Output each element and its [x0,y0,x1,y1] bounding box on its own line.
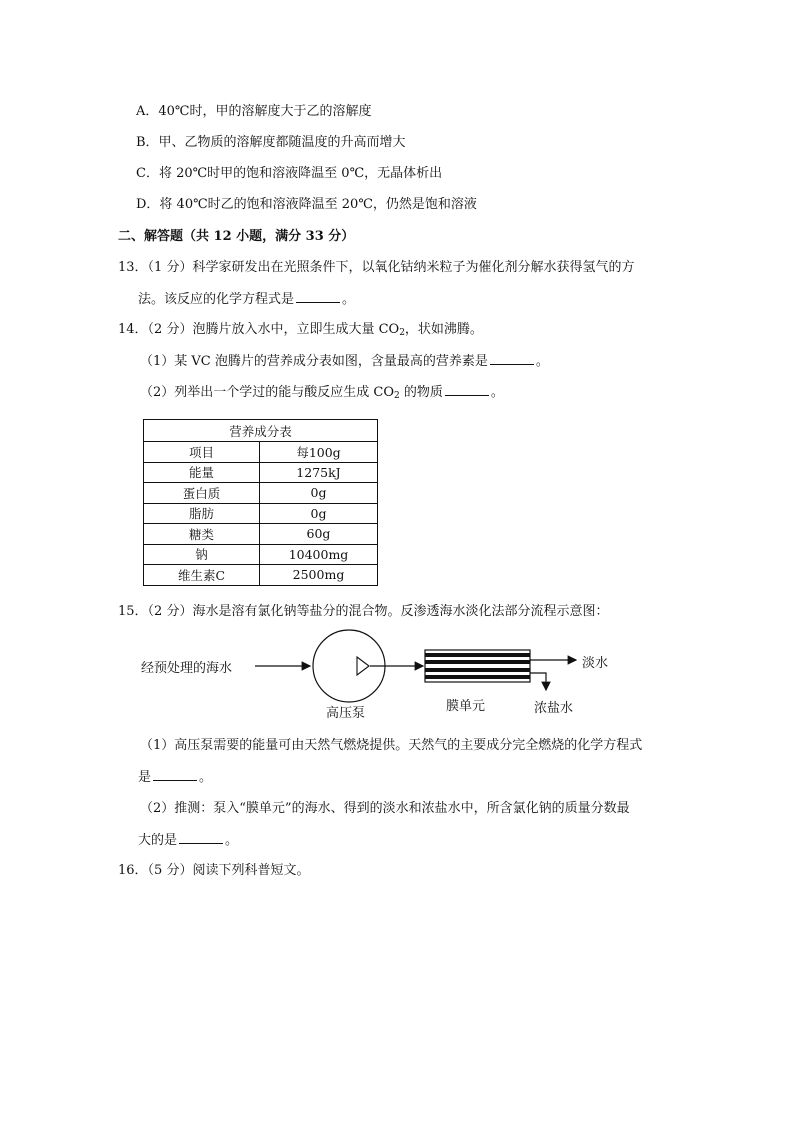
q14-stem-end: ，状如沸腾。 [404,322,483,337]
q15-sub2-line2 [138,831,238,850]
fresh-water-label: 淡水 [582,656,609,671]
q13-end: 。 [342,292,356,307]
table-cell: 60g [260,524,378,545]
table-cell: 糖类 [144,524,260,545]
q14-stem-text: 14．（2 分）泡腾片放入水中，立即生成大量 CO [118,322,400,337]
q14-sub2-mid: 的物质 [399,385,443,400]
membrane-label: 膜单元 [446,699,486,714]
q13-line1: 13．（1 分）科学家研发出在光照条件下，以氧化钴纳米粒子为催化剂分解水获得氢气的方 [118,260,635,275]
q15-stem: 15．（2 分）海水是溶有氯化钠等盐分的混合物。反渗透海水淡化法部分流程示意图： [118,604,609,619]
q15-sub1-line1: （1）高压泵需要的能量可由天然气燃烧提供。天然气的主要成分完全燃烧的化学方程式 [140,738,643,753]
nutrition-table-title: 营养成分表 [144,420,378,442]
q15-sub1-text: 是 [138,770,152,785]
q14-sub2-sub: 2 [394,391,400,401]
q14-sub1-text: （1）某 VC 泡腾片的营养成分表如图，含量最高的营养素是 [140,354,488,369]
option-d: D．将 40℃时乙的饱和溶液降温至 20℃，仍然是饱和溶液 [136,197,477,212]
q15-sub1-end: 。 [199,770,213,785]
q13-text: 法。该反应的化学方程式是 [138,292,295,307]
table-cell: 10400mg [260,544,378,565]
brine-arrow [530,673,546,690]
table-cell: 2500mg [260,565,378,586]
q14-stem-sub: 2 [399,328,405,338]
q15-sub2-line1: （2）推测：泵入“膜单元”的海水、得到的淡水和浓盐水中，所含氯化钠的质量分数最 [140,801,630,816]
option-c: C．将 20℃时甲的饱和溶液降温至 0℃，无晶体析出 [136,166,443,181]
table-cell: 0g [260,503,378,524]
table-cell: 1275kJ [260,462,378,483]
q15-sub2-end: 。 [225,833,239,848]
table-cell: 能量 [144,462,260,483]
q15-sub2-blank[interactable] [179,831,223,844]
q14-sub2-end: 。 [490,385,504,400]
membrane-unit-icon [425,650,530,682]
q15-sub1-blank[interactable] [153,768,197,781]
q16-stem: 16．（5 分）阅读下列科普短文。 [118,863,310,878]
section-title: 二、解答题（共 12 小题，满分 33 分） [118,229,355,244]
q14-sub1-end: 。 [535,354,549,369]
pump-label: 高压泵 [326,706,366,721]
brine-label: 浓盐水 [534,701,574,716]
table-cell: 维生素C [144,565,260,586]
q15-sub1-line2 [138,768,212,787]
table-cell: 蛋白质 [144,483,260,504]
table-cell: 脂肪 [144,503,260,524]
pump-triangle-icon [357,657,369,675]
table-cell: 每100g [260,442,378,463]
table-cell: 项目 [144,442,260,463]
table-cell: 钠 [144,544,260,565]
q15-sub2-text: 大的是 [138,833,178,848]
table-cell: 0g [260,483,378,504]
q14-sub2-text: （2）列举出一个学过的能与酸反应生成 CO [140,385,395,400]
option-b: B．甲、乙物质的溶解度都随温度的升高而增大 [136,135,406,150]
diagram-input-label: 经预处理的海水 [141,661,233,676]
option-a: A．40℃时，甲的溶解度大于乙的溶解度 [136,104,372,119]
